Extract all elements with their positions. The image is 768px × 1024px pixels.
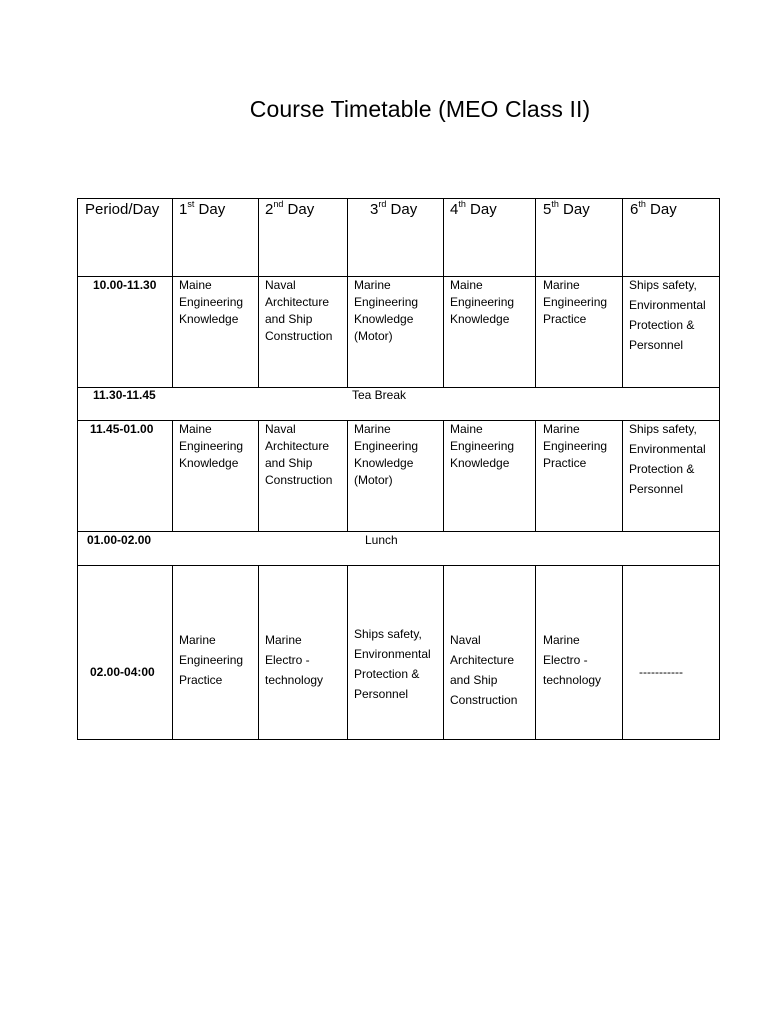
cell-line: Engineering xyxy=(543,439,608,453)
lunch-label: Lunch xyxy=(365,533,398,547)
header-day-number: 3 xyxy=(370,201,379,218)
cell-line: Marine xyxy=(543,633,580,647)
cell-line: Knowledge xyxy=(354,312,414,326)
col-divider xyxy=(535,198,536,387)
cell-line: Knowledge xyxy=(354,456,414,470)
row3-day3-cell xyxy=(354,624,431,704)
col-divider xyxy=(622,420,623,531)
cell-line: Protection & xyxy=(629,462,695,476)
col-divider xyxy=(172,420,173,531)
col-divider xyxy=(443,198,444,387)
row3-day5-cell xyxy=(543,630,601,690)
header-day-suffix: th xyxy=(551,199,559,209)
row-divider xyxy=(77,531,720,532)
cell-line: Ships safety, xyxy=(629,422,697,436)
row1-day6-cell xyxy=(629,275,706,355)
header-day-suffix: nd xyxy=(273,199,284,209)
cell-line: Maine xyxy=(450,278,483,292)
col-divider xyxy=(172,565,173,740)
col-divider xyxy=(443,420,444,531)
cell-line: Engineering xyxy=(354,439,419,453)
header-day-1 xyxy=(179,201,225,218)
row3-day1-cell xyxy=(179,630,243,690)
header-day-number: 2 xyxy=(265,201,274,218)
col-divider xyxy=(347,565,348,740)
header-day-suffix: th xyxy=(458,199,466,209)
col-divider xyxy=(258,565,259,740)
header-day-4 xyxy=(450,201,497,218)
table-border-top xyxy=(77,198,720,199)
row1-day1-cell xyxy=(179,277,243,328)
cell-line: Engineering xyxy=(179,439,244,453)
cell-line: Protection & xyxy=(629,318,695,332)
row3-day6-cell xyxy=(639,664,683,681)
header-day-suffix: rd xyxy=(378,199,387,209)
cell-line: Knowledge xyxy=(179,312,239,326)
cell-line: Naval xyxy=(265,278,296,292)
cell-line: Personnel xyxy=(354,687,409,701)
cell-line: and Ship xyxy=(450,673,498,687)
cell-line: Ships safety, xyxy=(629,278,697,292)
cell-line: Marine xyxy=(543,422,580,436)
row2-day3-cell xyxy=(354,421,418,489)
header-day-word: Day xyxy=(198,201,226,218)
cell-line: Naval xyxy=(450,633,481,647)
cell-line: Architecture xyxy=(265,295,330,309)
cell-line: Engineering xyxy=(450,439,515,453)
cell-line: Marine xyxy=(179,633,216,647)
cell-line: Maine xyxy=(179,422,212,436)
row2-day1-cell xyxy=(179,421,243,472)
row1-day3-cell xyxy=(354,277,418,345)
cell-line: Personnel xyxy=(629,338,684,352)
cell-line: Knowledge xyxy=(179,456,239,470)
cell-line: Personnel xyxy=(629,482,684,496)
row2-day6-cell xyxy=(629,419,706,499)
header-day-word: Day xyxy=(390,201,418,218)
header-period-day: Period/Day xyxy=(85,201,160,218)
tea-break-time: 11.30-11.45 xyxy=(93,388,156,402)
page-title: Course Timetable (MEO Class II) xyxy=(249,96,591,122)
cell-line: and Ship xyxy=(265,312,313,326)
col-divider xyxy=(172,198,173,387)
col-divider xyxy=(622,198,623,387)
header-day-number: 5 xyxy=(543,201,552,218)
col-divider xyxy=(347,420,348,531)
row3-time: 02.00-04:00 xyxy=(90,665,155,679)
header-day-word: Day xyxy=(287,201,315,218)
cell-line: Engineering xyxy=(179,295,244,309)
cell-line: Ships safety, xyxy=(354,627,422,641)
cell-line: Construction xyxy=(265,473,333,487)
cell-line: Practice xyxy=(543,312,587,326)
cell-line: Electro - xyxy=(265,653,310,667)
header-day-number: 4 xyxy=(450,201,459,218)
table-border-left xyxy=(77,198,78,740)
col-divider xyxy=(535,420,536,531)
col-divider xyxy=(535,565,536,740)
cell-line: Environmental xyxy=(629,298,706,312)
row3-day4-cell xyxy=(450,630,517,710)
row1-day2-cell xyxy=(265,277,332,345)
cell-line: Architecture xyxy=(450,653,515,667)
lunch-time: 01.00-02.00 xyxy=(87,533,152,547)
cell-line: Engineering xyxy=(543,295,608,309)
cell-line: Electro - xyxy=(543,653,588,667)
row2-time: 11.45-01.00 xyxy=(90,422,154,436)
col-divider xyxy=(258,198,259,387)
header-day-2 xyxy=(265,201,314,218)
cell-line: ----------- xyxy=(639,665,683,679)
cell-line: Marine xyxy=(354,422,391,436)
header-day-word: Day xyxy=(650,201,677,218)
cell-line: Engineering xyxy=(179,653,244,667)
cell-line: Construction xyxy=(265,329,333,343)
cell-line: Environmental xyxy=(629,442,706,456)
tea-break-label: Tea Break xyxy=(352,388,407,402)
cell-line: Engineering xyxy=(354,295,419,309)
cell-line: (Motor) xyxy=(354,473,393,487)
cell-line: Marine xyxy=(354,278,391,292)
col-divider xyxy=(258,420,259,531)
cell-line: Knowledge xyxy=(450,456,510,470)
header-day-suffix: th xyxy=(638,199,646,209)
cell-line: Practice xyxy=(543,456,587,470)
row2-day5-cell xyxy=(543,421,607,472)
cell-line: Architecture xyxy=(265,439,330,453)
cell-line: Engineering xyxy=(450,295,515,309)
header-day-suffix: st xyxy=(187,199,195,209)
row-divider xyxy=(77,565,720,566)
cell-line: Maine xyxy=(450,422,483,436)
col-divider xyxy=(347,198,348,387)
row3-day2-cell xyxy=(265,630,323,690)
col-divider xyxy=(443,565,444,740)
cell-line: Construction xyxy=(450,693,518,707)
cell-line: Maine xyxy=(179,278,212,292)
header-day-number: 6 xyxy=(630,201,639,218)
header-day-6 xyxy=(630,201,677,218)
header-day-word: Day xyxy=(470,201,497,218)
cell-line: Naval xyxy=(265,422,296,436)
header-day-word: Day xyxy=(563,201,590,218)
table-border-right xyxy=(719,198,720,740)
cell-line: Knowledge xyxy=(450,312,510,326)
row1-time: 10.00-11.30 xyxy=(93,278,157,292)
cell-line: technology xyxy=(265,673,324,687)
row1-day4-cell xyxy=(450,277,514,328)
cell-line: Environmental xyxy=(354,647,431,661)
col-divider xyxy=(622,565,623,740)
row2-day4-cell xyxy=(450,421,514,472)
row1-day5-cell xyxy=(543,277,607,328)
table-border-bottom xyxy=(77,739,720,740)
cell-line: and Ship xyxy=(265,456,313,470)
header-day-number: 1 xyxy=(179,201,188,218)
header-day-5 xyxy=(543,201,590,218)
cell-line: technology xyxy=(543,673,602,687)
row2-day2-cell xyxy=(265,421,332,489)
cell-line: Marine xyxy=(265,633,302,647)
cell-line: (Motor) xyxy=(354,329,393,343)
cell-line: Practice xyxy=(179,673,223,687)
cell-line: Protection & xyxy=(354,667,420,681)
header-day-3 xyxy=(370,201,417,218)
cell-line: Marine xyxy=(543,278,580,292)
